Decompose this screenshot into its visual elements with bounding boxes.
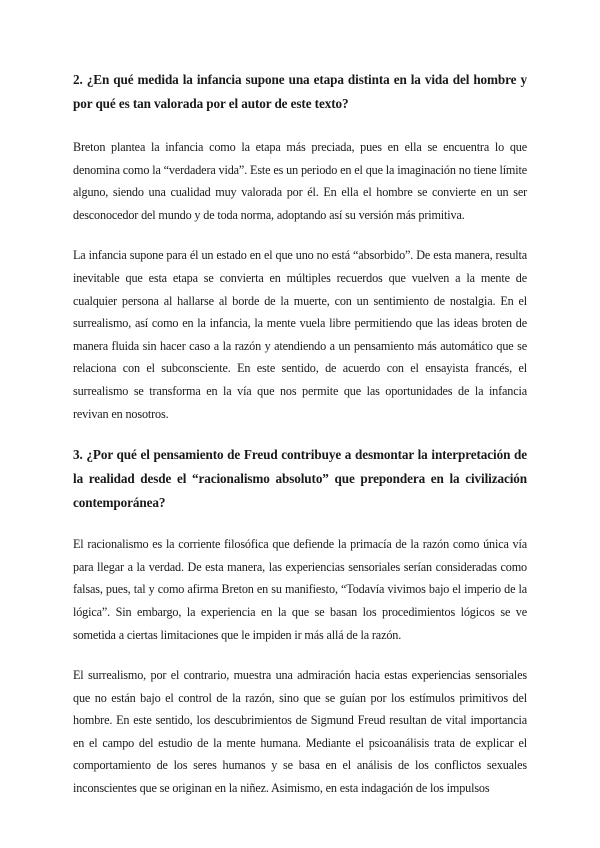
question-2-paragraph-1: Breton plantea la infancia como la etapa más preciada, pues en ella se encuentra lo que denomina como la “verdadera vida”. Este es un periodo en el que la imaginación no tiene límite alguno, siendo una cualidad muy valorada por él. En ella el hombre se convierte en un ser desconocedor del mundo y de toda norma, adoptando así su versión más primitiva. (73, 140, 527, 222)
question-3-paragraph-2: El surrealismo, por el contrario, muestra una admiración hacia estas experiencias sensoriales que no están bajo el control de la razón, sino que se guían por los estímulos primitivos del hombre. En este sentido, los descubrimientos de Sigmund Freud resultan de vital importancia en el campo del estudio de la mente humana. Mediante el psicoanálisis trata de explicar el comportamiento de los seres humanos y se basa en el análisis de los conflictos sexuales inconscientes que se originan en la niñez. Asimismo, en esta indagación de los impulsos (73, 668, 527, 796)
question-2-heading: 2. ¿En qué medida la infancia supone una etapa distinta en la vida del hombre y por qué es tan valorada por el autor de este texto? (73, 72, 527, 111)
question-3-heading: 3. ¿Por qué el pensamiento de Freud contribuye a desmontar la interpretación de la realidad desde el “racionalismo absoluto” que prepondera en la civilización contemporánea? (73, 447, 527, 511)
document-page (73, 68, 527, 800)
question-2-paragraph-2: La infancia supone para él un estado en el que uno no está “absorbido”. De esta manera, resulta inevitable que esta etapa se convierta en múltiples recuerdos que vuelven a la mente de cualquier persona al hallarse al borde de la muerte, con un sentimiento de nostalgia. En el surrealismo, así como en la infancia, la mente vuela libre permitiendo que las ideas broten de manera fluida sin hacer caso a la razón y atendiendo a un pensamiento más automático que se relaciona con el subconsciente. En este sentido, de acuerdo con el ensayista francés, el surrealismo se transforma en la vía que nos permite que las oportunidades de la infancia revivan en nosotros. (73, 248, 527, 421)
question-3-paragraph-1: El racionalismo es la corriente filosófica que defiende la primacía de la razón como única vía para llegar a la verdad. De esta manera, las experiencias sensoriales serían consideradas como falsas, pues, tal y como afirma Breton en su manifiesto, “Todavía vivimos bajo el imperio de la lógica”. Sin embargo, la experiencia en la que se basan los procedimientos lógicos se ve sometida a ciertas limitaciones que le impiden ir más allá de la razón. (73, 537, 527, 642)
